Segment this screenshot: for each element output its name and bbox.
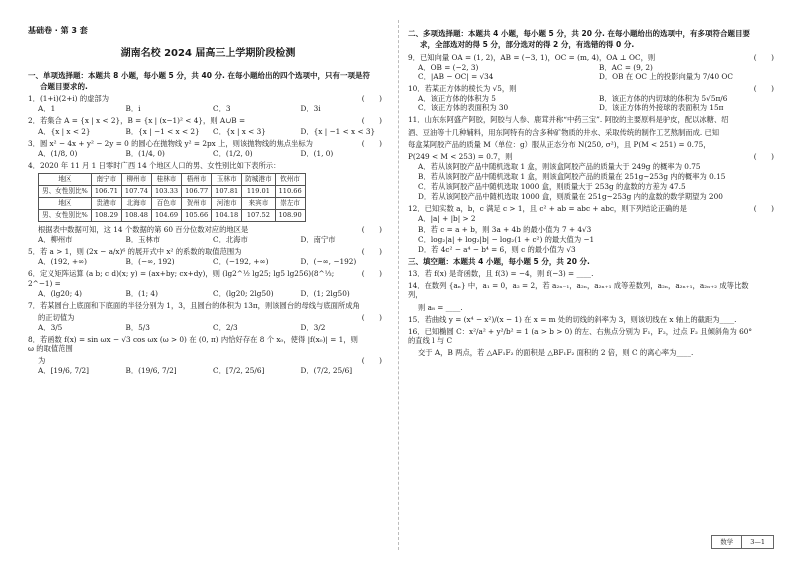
question-10-options xyxy=(418,94,780,112)
option: C．北海市 xyxy=(213,235,248,245)
question-8-cont: 为 ( ) xyxy=(38,356,382,366)
question-3: 3．圆 x² − 4x + y² − 2y = 0 的圆心在抛物线 y² = 2px 上，则该抛物线的焦点坐标为 ( ) xyxy=(28,138,382,148)
option: B．(1/4, 0) xyxy=(125,148,165,158)
question-10: 10．若某正方体的棱长为 √5，则 ( ) xyxy=(408,84,774,94)
table-row: 男、女性别比% 108.29 108.48 104.69 105.66 104.18 107.52 108.90 xyxy=(39,210,306,222)
question-8-options xyxy=(38,366,388,375)
column-divider xyxy=(398,20,399,550)
answer-paren: ( ) xyxy=(361,269,382,279)
option: A．若从该阿胶产品中随机选取 1 盒，则该盒阿胶产品的质量大于 249g 的概率为 0.75 xyxy=(418,161,701,171)
question-12: 12．已知实数 a，b，c 满足 c > 1，且 c² + ab = abc + abc，则下列结论正确的是 ( ) xyxy=(408,204,774,214)
option: C．{x | x < 3} xyxy=(213,126,266,136)
option: D．(1; 2lg50) xyxy=(300,288,350,298)
option: C．(lg20; 2lg50) xyxy=(213,288,274,298)
question-9-options xyxy=(418,63,780,81)
option: B．5/3 xyxy=(125,323,150,332)
question-4: 4．2020 年 11 月 1 日零时广西 14 个地区人口的男、女性别比如下表所示： xyxy=(28,160,281,170)
section-1-heading: 一、单项选择题：本题共 8 小题，每小题 5 分，共 40 分. 在每小题给出的四个选项中，只有一项是符 xyxy=(28,70,370,80)
question-14: 14．在数列 {aₙ} 中，a₁ = 0，a₂ = 2，若 a₂ₙ₋₁，a₂ₙ，a₂ₙ₊₁ 成等差数列，a₂ₙ，a₂ₙ₊₁，a₂ₙ₊₂ 成等比数列， xyxy=(408,281,749,300)
answer-paren: ( ) xyxy=(361,312,382,322)
option: B．(−∞, 192) xyxy=(125,257,175,267)
option: C．若从该阿胶产品中随机选取 1000 盒，则质量大于 253g 的盒数的方差为 47.5 xyxy=(418,182,686,192)
page-footer xyxy=(711,535,774,549)
question-16: 16．已知椭圆 C：x²/a² + y²/b² = 1 (a > b > 0) 的左、右焦点分别为 F₁，F₂，过点 F₂ 且倾斜角为 60° 的直线 l 与 C xyxy=(408,326,753,345)
question-15: 15．若曲线 y = (x⁴ − x²)/(x − 1) 在 x = m 处的切线的斜率为 3，则该切线在 x 轴上的截距为____. xyxy=(408,314,737,324)
left-column xyxy=(28,26,388,378)
question-11: 11．山东东阿盛产阿胶，阿胶与人参、鹿茸并称“中药三宝”. 阿胶的主要原料是驴皮，配以冰糖、绍 xyxy=(408,115,729,125)
answer-paren: ( ) xyxy=(361,356,382,366)
option: B．{x | −1 < x < 2} xyxy=(125,126,200,136)
option: A．OB = (−2, 3) xyxy=(418,62,479,72)
answer-paren: ( ) xyxy=(361,138,382,148)
answer-paren: ( ) xyxy=(753,84,774,94)
option: C．3 xyxy=(213,104,231,114)
option: D．{x | −1 < x < 3} xyxy=(300,126,376,136)
option: C．(1/2, 0) xyxy=(213,148,253,158)
question-1-options xyxy=(38,104,388,113)
option: A．{x | x < 2} xyxy=(38,126,91,136)
option: B．若 c = a + b，则 3a + 4b 的最小值为 7 + 4√3 xyxy=(418,224,592,234)
option: D．若 4c² − a⁴ − b⁴ = 6，则 c 的最小值为 √3 xyxy=(418,244,576,254)
option: D．(−∞, −192) xyxy=(300,257,357,267)
option: D．若从该阿胶产品中随机选取 1000 盒，则质量在 251g~253g 内的盒数的数学期望为 200 xyxy=(418,192,723,202)
question-14-cont: 则 a₈ = ____. xyxy=(418,302,463,312)
answer-paren: ( ) xyxy=(753,52,774,62)
question-2: 2．若集合 A = {x | x < 2}，B = {x | (x−1)² < 4}，则 A∪B = ( ) xyxy=(28,116,382,126)
option: C．log₂|a| + log₂|b| − log₂(1 + c²) 的最大值为 −1 xyxy=(418,234,595,244)
question-4-options xyxy=(38,235,388,244)
answer-paren: ( ) xyxy=(753,151,774,161)
question-7: 7．若某圆台上底面和下底面的半径分别为 1，3，且圆台的体积为 13π，则该圆台的母线与底面所成角 xyxy=(28,300,360,310)
option: B．(1; 4) xyxy=(125,288,158,298)
option: D．3/2 xyxy=(300,323,326,332)
option: B．i xyxy=(125,104,141,114)
option: D．(1, 0) xyxy=(300,148,334,158)
option: B．该正方体的内切球的体积为 5√5π/6 xyxy=(599,94,728,104)
option: B．AC = (9, 2) xyxy=(599,62,653,72)
option: A．柳州市 xyxy=(38,235,73,245)
option: A．(lg20; 4) xyxy=(38,288,82,298)
question-3-options xyxy=(38,149,388,158)
right-column xyxy=(408,26,780,358)
sex-ratio-table xyxy=(38,173,306,222)
option: A．3/5 xyxy=(38,323,63,332)
question-4-stem: 根据表中数据可知，这 14 个数据的第 60 百分位数对应的地区是 ( ) xyxy=(38,225,382,235)
section-1-heading-cont: 合题目要求的. xyxy=(40,81,88,91)
option: B．玉林市 xyxy=(125,235,161,245)
question-6-options xyxy=(38,289,388,298)
question-2-options xyxy=(38,127,388,136)
page-number: 3—1 xyxy=(741,536,773,548)
table-row: 男、女性别比% 106.71 107.74 103.33 106.77 107.81 119.01 110.66 xyxy=(39,186,306,198)
exam-title: 湖南名校 2024 届高三上学期阶段检测 xyxy=(120,48,296,59)
question-1: 1．(1+i)(2+i) 的虚部为 ( ) xyxy=(28,94,382,104)
question-5-options xyxy=(38,257,388,266)
table-row: 地区 南宁市 柳州市 桂林市 梧州市 玉林市 防城港市 钦州市 xyxy=(39,174,306,186)
answer-paren: ( ) xyxy=(753,204,774,214)
question-7-cont: 的正切值为 ( ) xyxy=(38,312,382,322)
answer-paren: ( ) xyxy=(361,116,382,126)
option: B．若从该阿胶产品中随机选取 1 盒，则该盒阿胶产品的质量在 251g~253g 内的概率为 0.15 xyxy=(418,171,726,181)
question-5: 5．若 a > 1，则 (2x − a/x)⁶ 的展开式中 x² 的系数的取值范围为 ( ) xyxy=(28,247,382,257)
option: D．(7/2, 25/6] xyxy=(300,366,353,376)
option: A．1 xyxy=(38,104,56,114)
question-8: 8．若函数 f(x) = sin ωx − √3 cos ωx (ω > 0) 在 (0, π) 内恰好存在 8 个 x₀，使得 |f(x₀)| = 1，则 ω 的取值范围 xyxy=(28,335,358,354)
option: C．2/3 xyxy=(213,323,238,332)
section-2-heading: 二、多项选择题：本题共 4 小题，每小题 5 分，共 20 分. 在每小题给出的选项中，有多项符合题目要 xyxy=(408,29,750,38)
option: C．[7/2, 25/6] xyxy=(213,366,265,376)
option: D．该正方体的外接球的表面积为 15π xyxy=(599,103,724,113)
question-6: 6．定义矩阵运算 (a b; c d)(x; y) = (ax+by; cx+dy)，则 (lg2^½ lg25; lg5 lg256)(8^⅓; 2^−1) = ( ) xyxy=(28,269,382,288)
option: D．OB 在 OC 上的投影向量为 7/40 OC xyxy=(599,71,733,81)
subject-label: 数学 xyxy=(720,537,734,546)
option: C．(−192, +∞) xyxy=(213,257,269,267)
option: A．(1/8, 0) xyxy=(38,148,78,158)
option: A．|a| + |b| > 2 xyxy=(418,214,476,224)
option: A．该正方体的体积为 5 xyxy=(418,94,496,104)
section-2-heading-cont: 求，全部选对的得 5 分，部分选对的得 2 分，有选错的得 0 分. xyxy=(420,40,635,50)
answer-paren: ( ) xyxy=(361,247,382,257)
answer-paren: ( ) xyxy=(361,225,382,235)
question-11-line2: 酒、豆油等十几种辅料，用东阿特有的含多种矿物质的井水、采取传统的制作工艺熬制而成. 已知 xyxy=(408,127,720,137)
answer-paren: ( ) xyxy=(361,94,382,104)
question-13: 13．若 f(x) 是奇函数，且 f(3) = −4，则 f(−3) = ____. xyxy=(408,269,594,279)
question-11-line3: 每盒某阿胶产品的质量 M（单位：g）服从正态分布 N(250, σ²)，且 P(M < 251) = 0.75， xyxy=(408,139,711,149)
section-3-heading: 三、填空题：本题共 4 小题，每小题 5 分，共 20 分. xyxy=(408,256,590,266)
question-7-options xyxy=(38,323,388,332)
option: B．(19/6, 7/2] xyxy=(125,366,177,376)
option: D．3i xyxy=(300,104,321,114)
option: C．|AB − OC| = √34 xyxy=(418,71,494,81)
series-label: 基础卷 · 第 3 套 xyxy=(28,26,88,35)
question-11-line4: P(249 < M < 253) = 0.7，则 ( ) xyxy=(408,151,774,161)
option: A．[19/6, 7/2] xyxy=(38,366,90,376)
table-row: 地区 贵港市 北海市 百色市 贺州市 河池市 来宾市 崇左市 xyxy=(39,198,306,210)
question-9: 9．已知向量 OA = (1, 2)，AB = (−3, 1)，OC = (m, 4)，OA ⊥ OC，则 ( ) xyxy=(408,52,774,62)
question-16-cont: 交于 A，B 两点，若 △AF₁F₂ 的面积是 △BF₁F₂ 面积的 2 倍，则 C 的离心率为____. xyxy=(418,347,694,357)
option: A．(192, +∞) xyxy=(38,257,88,267)
option: D．南宁市 xyxy=(300,235,336,245)
option: C．该正方体的表面积为 30 xyxy=(418,103,509,113)
